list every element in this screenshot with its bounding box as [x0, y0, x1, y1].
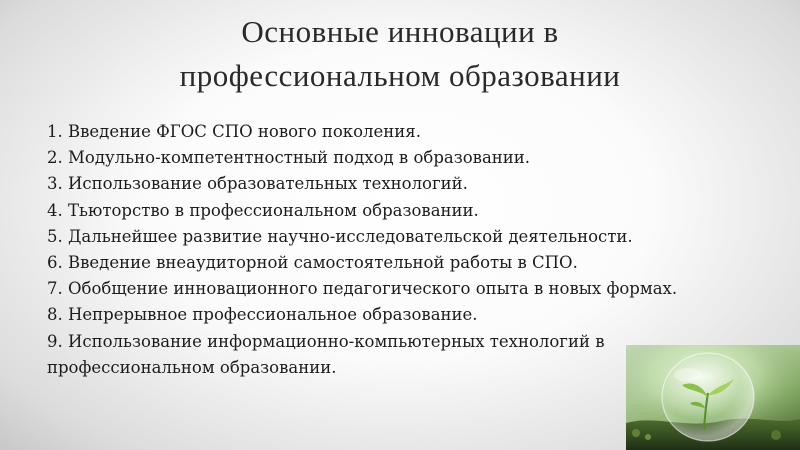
list-item: 8. Непрерывное профессиональное образование.: [47, 305, 478, 325]
list-item: 9. Использование информационно-компьютерных технологий в профессиональном образовании.: [47, 331, 605, 377]
title-line-2: профессиональном образовании: [179, 58, 621, 93]
list-item: 2. Модульно-компетентностный подход в образовании.: [47, 148, 531, 168]
title-line-1: Основные инновации в: [241, 14, 559, 49]
list-item: 7. Обобщение инновационного педагогического опыта в новых формах.: [47, 279, 678, 299]
slide-title: [0, 10, 800, 98]
list-item: 3. Использование образовательных технологий.: [47, 174, 468, 194]
list-item: 1. Введение ФГОС СПО нового поколения.: [47, 122, 421, 141]
list-item: 6. Введение внеаудиторной самостоятельной работы в СПО.: [47, 253, 578, 273]
list-item: 4. Тьюторство в профессиональном образовании.: [47, 200, 479, 220]
seedling-in-glass-sphere-icon: [626, 345, 800, 450]
list-item: 5. Дальнейшее развитие научно-исследовательской деятельности.: [47, 226, 633, 246]
seedling-photo: [626, 345, 800, 450]
innovation-list: [47, 119, 747, 381]
